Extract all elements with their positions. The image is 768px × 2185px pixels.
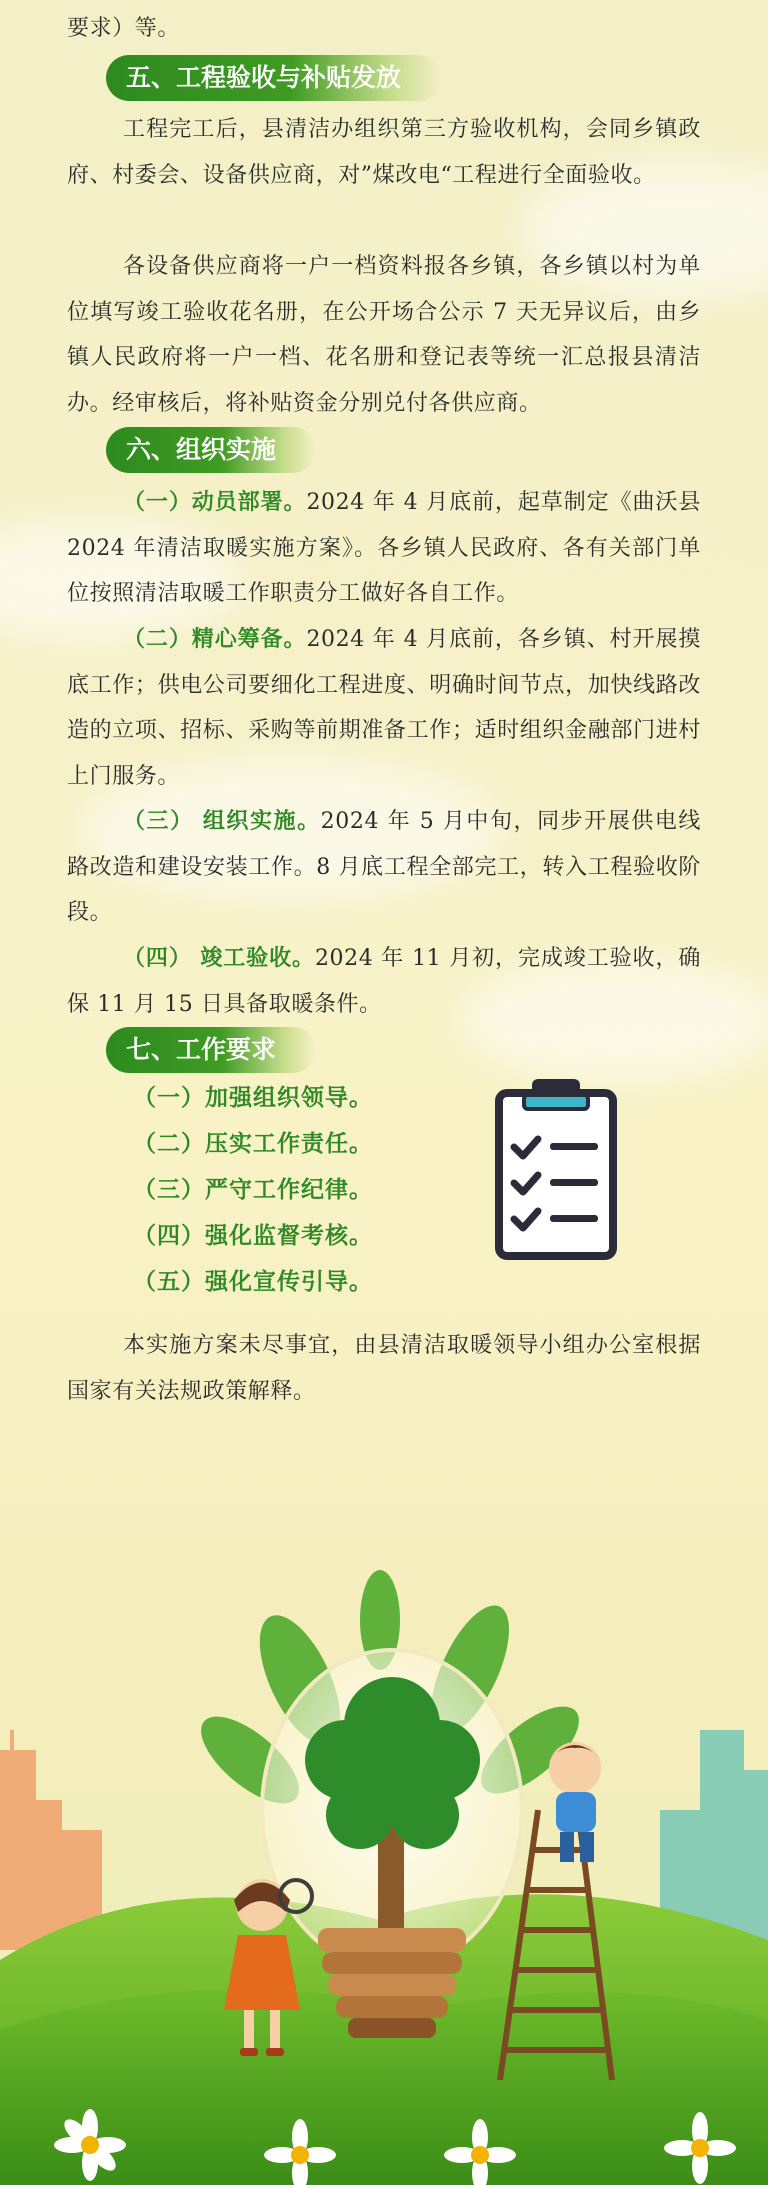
checklist-clipboard-icon <box>494 1075 618 1261</box>
section5-paragraph-2: 各设备供应商将一户一档资料报各乡镇，各乡镇以村为单位填写竣工验收花名册，在公开场合公示 7 天无异议后，由乡镇人民政府将一户一档、花名册和登记表等统一汇总报县清洁办。经审核后，将补贴资金分别兑付各供应商。 <box>67 254 701 416</box>
item-label: （三） 组织实施。 <box>123 808 321 834</box>
item-text: 2024 年 11 月初，完成竣工验收，确保 11 月 15 日具备取暖条件。 <box>67 946 701 1017</box>
item-text: 2024 年 4 月底前，起草制定《曲沃县 2024 年清洁取暖实施方案》。各乡镇人民政府、各有关部门单位按照清洁取暖工作职责分工做好各自工作。 <box>67 490 701 606</box>
top-text: 要求）等。 <box>67 16 181 41</box>
section6-item-3 <box>67 799 701 936</box>
list-item: （三）严守工作纪律。 <box>133 1177 373 1203</box>
section6-item-2 <box>67 617 701 799</box>
list-item: （一）加强组织领导。 <box>133 1085 373 1111</box>
section-header-6: 六、组织实施 <box>106 427 316 473</box>
section6-item-4 <box>67 936 701 1027</box>
requirements-list <box>133 1075 373 1305</box>
item-text: 2024 年 4 月底前，各乡镇、村开展摸底工作；供电公司要细化工程进度、明确时间节点，加快线路改造的立项、招标、采购等前期准备工作；适时组织金融部门进村上门服务。 <box>67 627 701 789</box>
section6-item-1 <box>67 480 701 617</box>
section-header-7: 七、工作要求 <box>106 1027 316 1073</box>
list-item: （四）强化监督考核。 <box>133 1223 373 1249</box>
item-text: 2024 年 5 月中旬，同步开展供电线路改造和建设安装工作。8 月底工程全部完工，转入工程验收阶段。 <box>67 809 701 925</box>
item-label: （一）动员部署。 <box>123 489 307 515</box>
item-label: （二）精心筹备。 <box>123 626 307 652</box>
list-item: （五）强化宣传引导。 <box>133 1269 373 1295</box>
item-label: （四） 竣工验收。 <box>123 945 315 971</box>
list-item: （二）压实工作责任。 <box>133 1131 373 1157</box>
closing-paragraph: 本实施方案未尽事宜，由县清洁取暖领导小组办公室根据国家有关法规政策解释。 <box>67 1333 701 1404</box>
section-header-5: 五、工程验收与补贴发放 <box>106 55 441 101</box>
section5-paragraph-1: 工程完工后，县清洁办组织第三方验收机构，会同乡镇政府、村委会、设备供应商，对”煤改电“工程进行全面验收。 <box>67 117 701 188</box>
lightbulb-tree-children-illustration <box>0 1560 768 2185</box>
